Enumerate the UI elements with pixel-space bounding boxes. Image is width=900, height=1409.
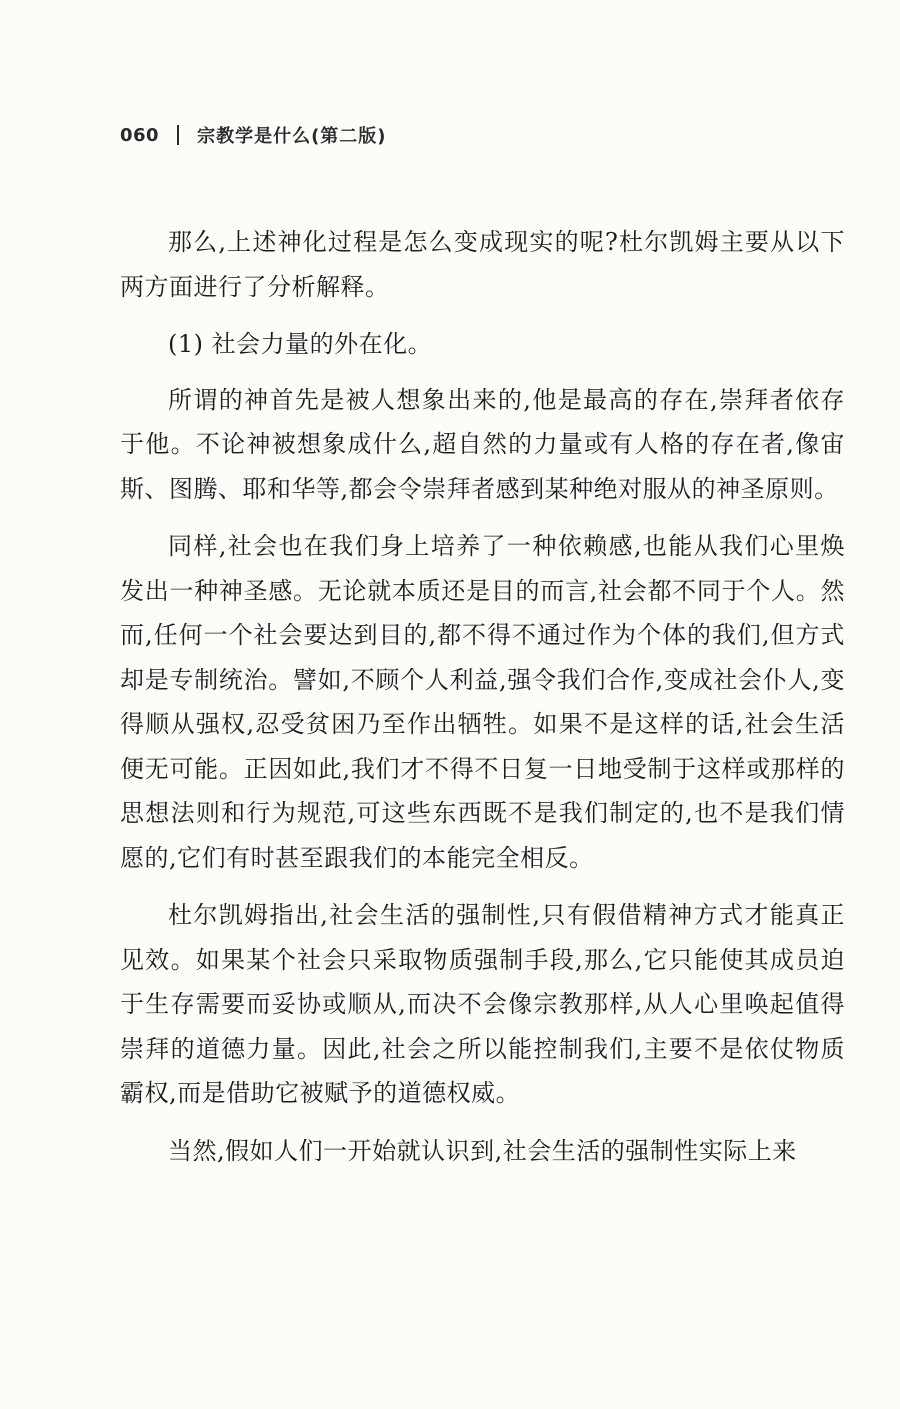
body-text [120,220,845,1186]
paragraph: 杜尔凯姆指出,社会生活的强制性,只有假借精神方式才能真正见效。如果某个社会只采取物质强制手段,那么,它只能使其成员迫于生存需要而妥协或顺从,而决不会像宗教那样,从人心里唤起值得崇拜的道德力量。因此,社会之所以能控制我们,主要不是依仗物质霸权,而是借助它被赋予的道德权威。 [120,901,845,1107]
paragraph: 所谓的神首先是被人想象出来的,他是最高的存在,崇拜者依存于他。不论神被想象成什么,超自然的力量或有人格的存在者,像宙斯、图腾、耶和华等,都会令崇拜者感到某种绝对服从的神圣原则。 [120,385,845,503]
book-title: 宗教学是什么(第二版) [197,126,387,147]
paragraph: 同样,社会也在我们身上培养了一种依赖感,也能从我们心里焕发出一种神圣感。无论就本质还是目的而言,社会都不同于个人。然而,任何一个社会要达到目的,都不得不通过作为个体的我们,但方式却是专制统治。譬如,不顾个人利益,强令我们合作,变成社会仆人,变得顺从强权,忍受贫困乃至作出牺牲。如果不是这样的话,社会生活便无可能。正因如此,我们才不得不日复一日地受制于这样或那样的思想法则和行为规范,可这些东西既不是我们制定的,也不是我们情愿的,它们有时甚至跟我们的本能完全相反。 [120,532,845,872]
header-separator [177,125,179,145]
running-head [120,120,387,150]
paragraph: 那么,上述神化过程是怎么变成现实的呢?杜尔凯姆主要从以下两方面进行了分析解释。 [120,228,845,301]
paragraph: 当然,假如人们一开始就认识到,社会生活的强制性实际上来 [168,1136,797,1165]
section-heading: (1) 社会力量的外在化。 [168,330,433,358]
page-number: 060 [120,124,160,146]
